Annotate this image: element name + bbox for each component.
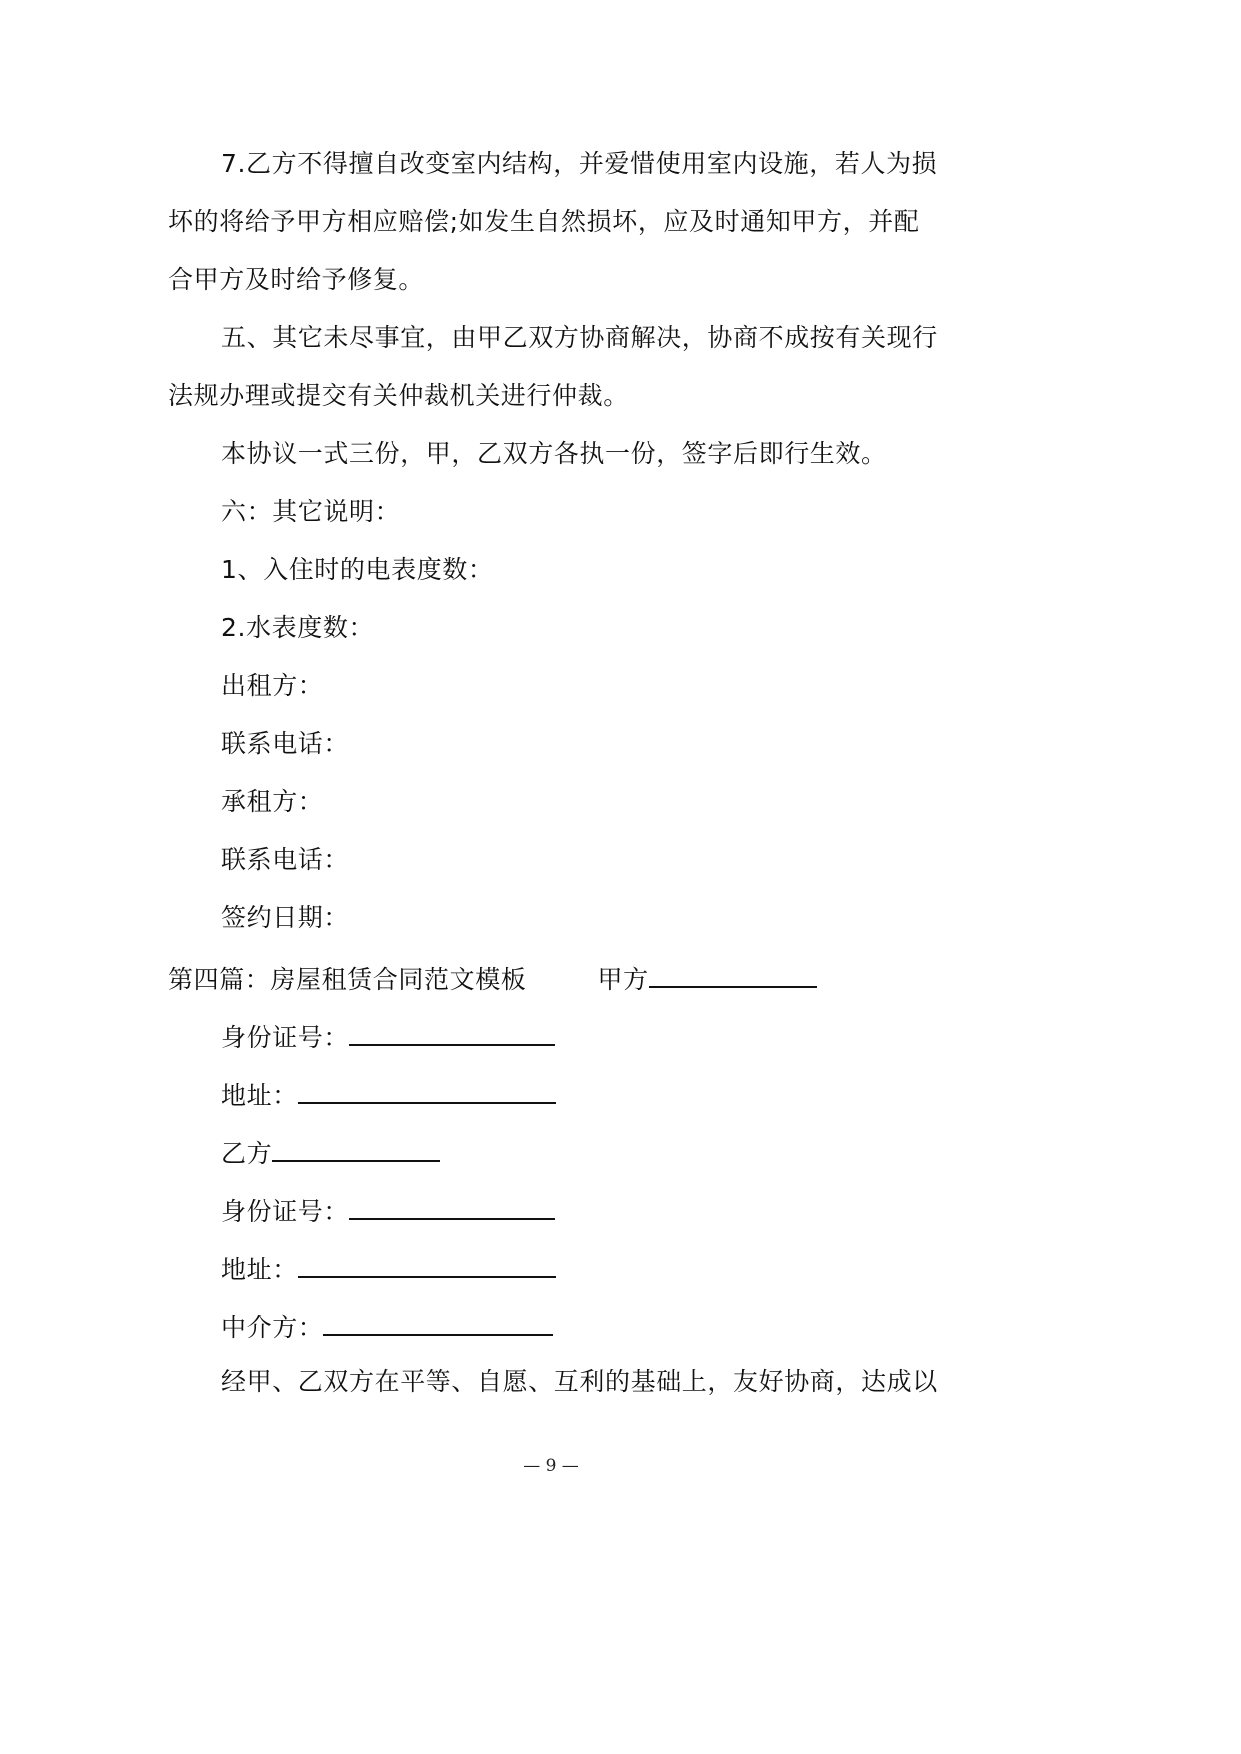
party-a-address-row	[221, 1076, 556, 1112]
party-b-address-label: 地址：	[221, 1255, 298, 1284]
page-number: — 9 —	[523, 1456, 579, 1476]
template-title: 第四篇：房屋租赁合同范文模板	[168, 965, 527, 994]
clause-7-line-3: 合甲方及时给予修复。	[168, 265, 425, 294]
party-a-id-label: 身份证号：	[221, 1023, 350, 1052]
agent-label: 中介方：	[221, 1313, 324, 1342]
copies-clause: 本协议一式三份，甲，乙双方各执一份，签字后即行生效。	[221, 439, 887, 468]
sign-date-line: 签约日期：	[221, 903, 350, 932]
clause-7-line-1: 7.乙方不得擅自改变室内结构，并爱惜使用室内设施，若人为损	[221, 149, 938, 178]
party-a-blank	[649, 960, 817, 988]
lessee-line: 承租方：	[221, 787, 324, 816]
lessee-phone-line: 联系电话：	[221, 845, 350, 874]
clause-5-line-1: 五、其它未尽事宜，由甲乙双方协商解决，协商不成按有关现行	[221, 323, 938, 352]
party-b-address-row	[221, 1250, 556, 1286]
party-a-id-blank	[349, 1018, 555, 1046]
party-b-label: 乙方	[221, 1139, 273, 1168]
agreement-intro-line: 经甲、乙双方在平等、自愿、互利的基础上，友好协商，达成以	[221, 1367, 938, 1396]
water-meter-line: 2.水表度数：	[221, 613, 375, 642]
agent-blank	[323, 1308, 553, 1336]
lessor-line: 出租方：	[221, 671, 324, 700]
lessor-phone-line: 联系电话：	[221, 729, 350, 758]
party-a-label: 甲方	[597, 965, 649, 994]
party-b-address-blank	[298, 1250, 556, 1278]
agent-row	[221, 1308, 553, 1344]
clause-5-line-2: 法规办理或提交有关仲裁机关进行仲裁。	[168, 381, 629, 410]
party-b-blank	[272, 1134, 440, 1162]
party-a-address-label: 地址：	[221, 1081, 298, 1110]
electric-meter-line: 1、入住时的电表度数：	[221, 555, 494, 584]
party-b-row	[221, 1134, 440, 1170]
section-6-title: 六：其它说明：	[221, 497, 401, 526]
party-a-address-blank	[298, 1076, 556, 1104]
party-b-id-row	[221, 1192, 555, 1228]
party-b-id-blank	[349, 1192, 555, 1220]
party-b-id-label: 身份证号：	[221, 1197, 350, 1226]
template-title-row	[168, 960, 817, 996]
party-a-id-row	[221, 1018, 555, 1054]
clause-7-line-2: 坏的将给予甲方相应赔偿;如发生自然损坏，应及时通知甲方，并配	[168, 207, 920, 236]
